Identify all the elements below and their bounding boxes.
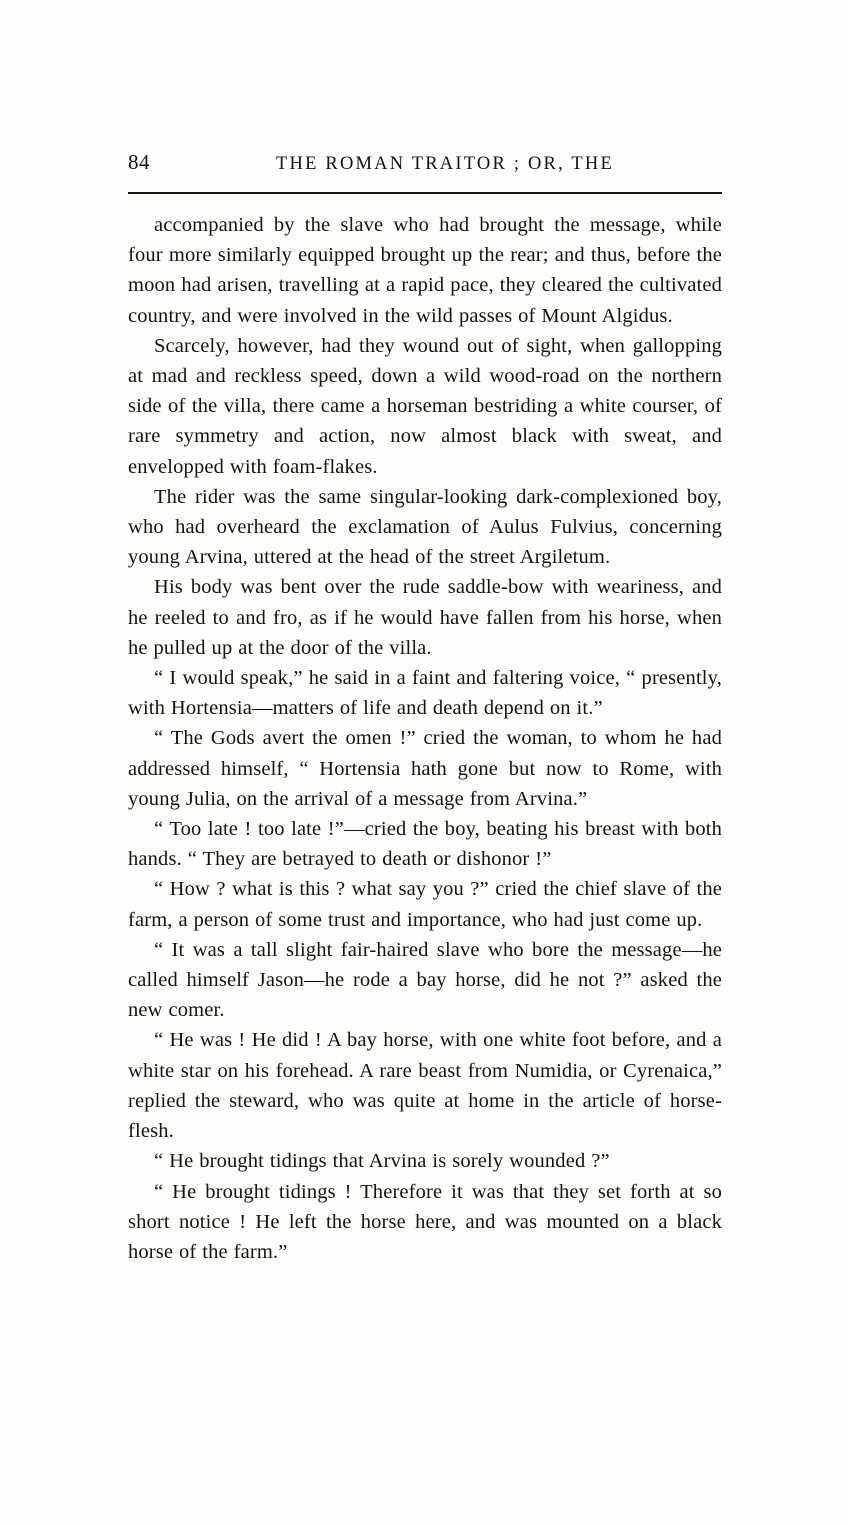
paragraph: “ How ? what is this ? what say you ?” cried the chief slave of the farm, a person of some trust and importance, who had just come up. bbox=[128, 878, 722, 931]
paragraph: “ He was ! He did ! A bay horse, with one white foot before, and a white star on his forehead. A rare beast from Numidia, or Cyrenaica,” replied the steward, who was quite at home in the article of horse-flesh. bbox=[128, 1029, 722, 1143]
page-content bbox=[128, 150, 722, 1267]
header-rule bbox=[128, 192, 722, 194]
paragraph: accompanied by the slave who had brought the message, while four more similarly equipped brought up the rear; and thus, before the moon had arisen, travelling at a rapid pace, they cleared the cultivated country, and were involved in the wild passes of Mount Algidus. bbox=[128, 214, 722, 327]
page-number: 84 bbox=[128, 150, 150, 174]
running-head: THE ROMAN TRAITOR ; OR, THE bbox=[276, 154, 614, 174]
page-header bbox=[128, 150, 722, 175]
paragraph: His body was bent over the rude saddle-bow with weariness, and he reeled to and fro, as if he would have fallen from his horse, when he pulled up at the door of the villa. bbox=[128, 576, 722, 659]
paragraph: “ He brought tidings ! Therefore it was that they set forth at so short notice ! He left the horse here, and was mounted on a black horse of the farm.” bbox=[128, 1180, 722, 1263]
paragraph: “ He brought tidings that Arvina is sorely wounded ?” bbox=[154, 1150, 610, 1173]
paragraph: “ The Gods avert the omen !” cried the woman, to whom he had addressed himself, “ Hortensia hath gone but now to Rome, with young Julia, on the arrival of a message from Arvina.” bbox=[128, 727, 722, 810]
paragraph: “ I would speak,” he said in a faint and faltering voice, “ presently, with Hortensia—matters of life and death depend on it.” bbox=[128, 667, 722, 720]
paragraph: Scarcely, however, had they wound out of sight, when gallopping at mad and reckless speed, down a wild wood-road on the northern side of the villa, there came a horseman bestriding a white courser, of rare symmetry and action, now almost black with sweat, and envelopped with foam-flakes. bbox=[128, 334, 722, 478]
paragraph: “ Too late ! too late !”—cried the boy, beating his breast with both hands. “ They are betrayed to death or dishonor !” bbox=[128, 818, 722, 871]
paragraph: The rider was the same singular-looking dark-complexioned boy, who had overheard the exclamation of Aulus Fulvius, concerning young Arvina, uttered at the head of the street Argiletum. bbox=[128, 485, 722, 569]
body-text bbox=[128, 210, 722, 1267]
paragraph: “ It was a tall slight fair-haired slave who bore the message—he called himself Jason—he rode a bay horse, did he not ?” asked the new comer. bbox=[128, 938, 722, 1022]
